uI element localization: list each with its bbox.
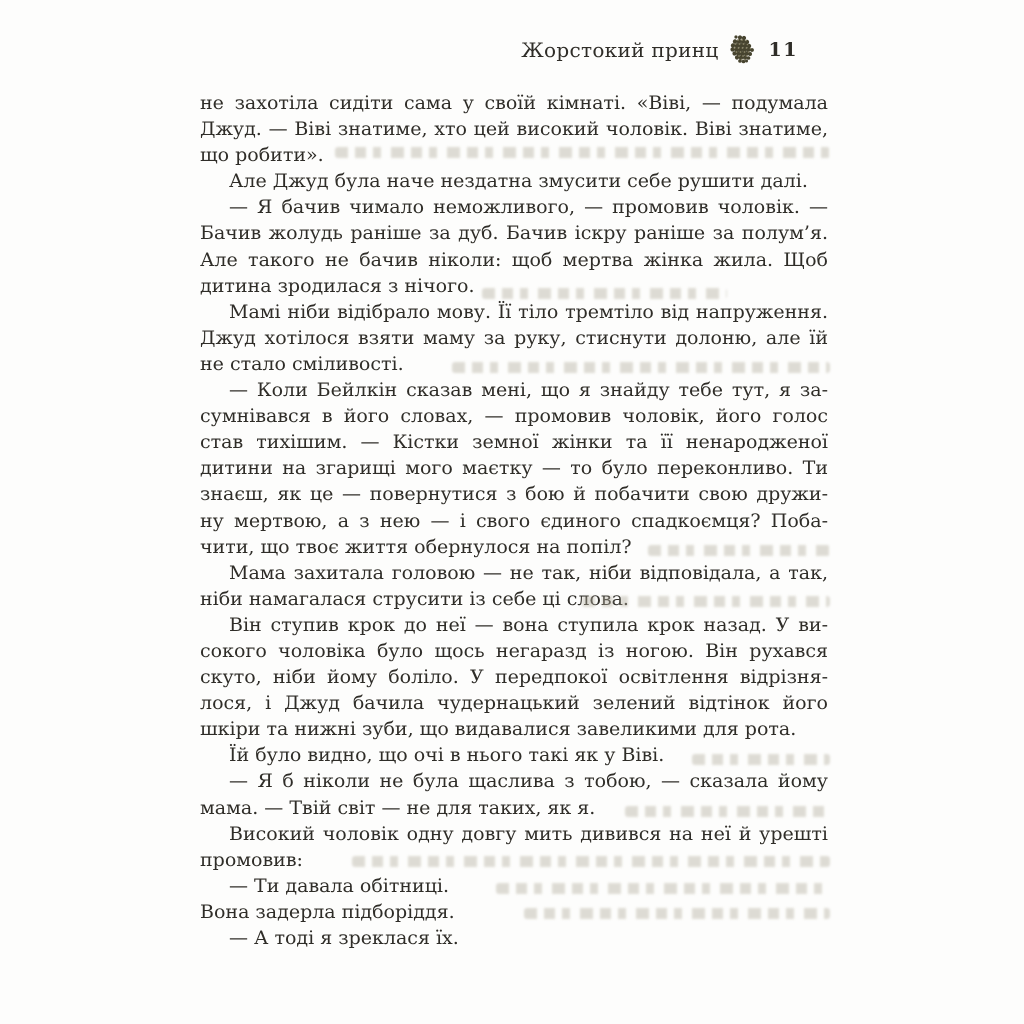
text-line: чити, що твоє життя обернулося на попіл?	[200, 535, 632, 558]
text-line: лося, і Джуд бачила чудернацький зелений відтінок його	[200, 692, 828, 715]
pinecone-icon	[728, 34, 758, 65]
text-line: сумнівався в його словах, — промовив чоловік, його голос	[200, 405, 828, 428]
text-line: — Я бачив чимало неможливого, — промовив чоловік. —	[229, 196, 828, 219]
page-number: 11	[768, 38, 798, 61]
text-line: ну мертвою, а з нею — і свого єдиного спадкоємця? Поба-	[200, 509, 828, 532]
text-line: ніби намагалася струсити із себе ці слова.	[200, 587, 629, 610]
text-line: став тихішим. — Кістки земної жінки та її ненародженої	[200, 431, 828, 454]
text-line: Але такого не бачив ніколи: щоб мертва жінка жила. Щоб	[200, 248, 828, 271]
text-line: Бачив жолудь раніше за дуб. Бачив іскру раніше за полум’я.	[200, 222, 828, 245]
text-line: Високий чоловік одну довгу мить дивився на неї й урешті	[229, 822, 828, 845]
text-line: дитина зродилася з нічого.	[200, 274, 475, 297]
text-line: скуто, ніби йому боліло. У передпокої освітлення відрізня-	[200, 666, 828, 689]
text-line: — А тоді я зреклася їх.	[229, 927, 459, 949]
page-header	[521, 34, 798, 65]
text-line: шкіри та нижні зуби, що видавалися завеликими для рота.	[200, 718, 797, 741]
text-line: Їй було видно, що очі в нього такі як у Віві.	[229, 744, 665, 767]
text-line: знаєш, як це — повернутися з бою й побачити свою дружи-	[200, 483, 828, 506]
text-line: Джуд. — Віві знатиме, хто цей високий чоловік. Віві знатиме,	[200, 118, 828, 141]
text-line: сокого чоловіка було щось негаразд із ногою. Він рухався	[200, 639, 828, 662]
text-line: Він ступив крок до неї — вона ступила крок назад. У ви-	[229, 613, 828, 636]
text-line: Джуд хотілося взяти маму за руку, стиснути долоню, але їй	[200, 326, 828, 349]
text-line: Мама захитала головою — не так, ніби відповідала, а так,	[229, 561, 828, 584]
text-line: — Ти давала обітниці.	[229, 874, 450, 897]
text-line: промовив:	[200, 848, 303, 871]
text-line: Вона задерла підборіддя.	[200, 900, 455, 923]
text-line: — Коли Бейлкін сказав мені, що я знайду тебе тут, я за-	[229, 379, 828, 402]
text-line: дитини на згарищі мого маєтку — то було переконливо. Ти	[200, 457, 828, 480]
running-title: Жорстокий принц	[521, 37, 719, 62]
text-column	[200, 90, 828, 951]
text-line: Але Джуд була наче нездатна змусити себе рушити далі.	[229, 170, 808, 193]
text-line: не стало сміливості.	[200, 352, 404, 375]
text-line: Мамі ніби відібрало мову. Її тіло тремтіло від напруження.	[229, 300, 828, 323]
text-line: мама. — Твій світ — не для таких, як я.	[200, 796, 596, 819]
text-line: не захотіла сидіти сама у своїй кімнаті. «Віві, — подумала	[200, 92, 828, 114]
text-line: що робити».	[200, 144, 324, 167]
text-line: — Я б ніколи не була щаслива з тобою, — сказала йому	[229, 770, 828, 793]
